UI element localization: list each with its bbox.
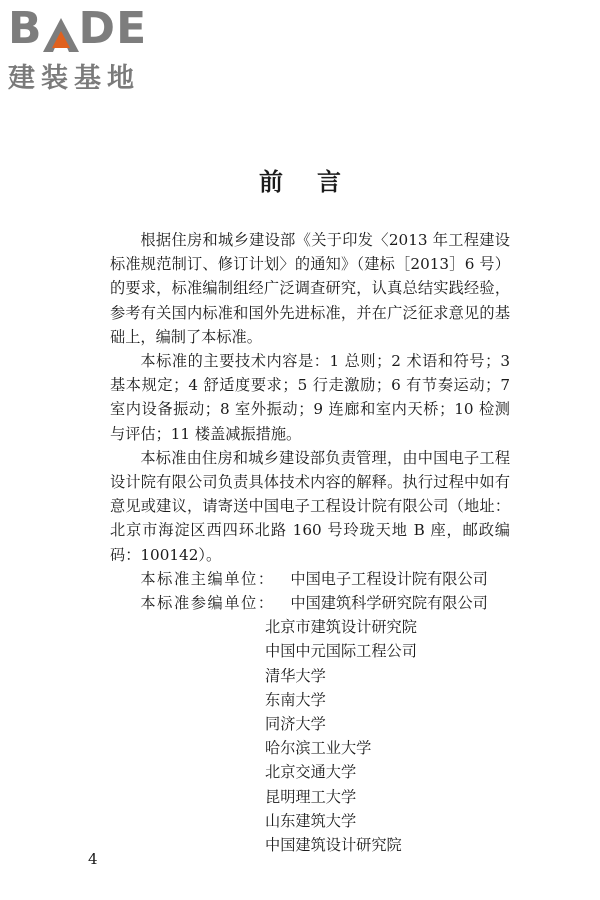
participant-unit: 哈尔滨工业大学 — [265, 739, 372, 758]
participant-unit: 山东建筑大学 — [265, 811, 357, 830]
participant-unit: 北京市建筑设计研究院 — [265, 618, 417, 637]
participant-unit: 昆明理工大学 — [265, 787, 357, 806]
logo-subtitle: 建装基地 — [8, 63, 140, 94]
paragraph-management: 本标准由住房和城乡建设部负责管理，由中国电子工程设计院有限公司负责具体技术内容的解释。执行过程中如有意见或建议，请寄送中国电子工程设计院有限公司（地址：北京市海淀区西四环北路 160 号玲珑天地 B 座，邮政编码：100142）。 — [110, 448, 510, 564]
participant-unit: 中国建筑科学研究院有限公司 — [290, 594, 488, 613]
participant-row — [110, 591, 510, 615]
page-title: 前言 — [259, 167, 375, 196]
participant-unit: 北京交通大学 — [265, 763, 357, 782]
participant-unit: 东南大学 — [265, 690, 326, 709]
logo-a-mark — [43, 18, 79, 52]
preface-body — [110, 228, 510, 857]
chief-editor-row — [110, 567, 510, 591]
participant-list — [110, 615, 510, 857]
participant-unit: 同济大学 — [265, 715, 326, 734]
paragraph-contents: 本标准的主要技术内容是：1 总则；2 术语和符号；3 基本规定；4 舒适度要求；5 行走激励；6 有节奏运动；7 室内设备振动；8 室外振动；9 连廊和室内天桥；10 检测与评估；11 楼盖减振措施。 — [110, 352, 510, 443]
participant-unit: 中国中元国际工程公司 — [265, 642, 417, 661]
logo-letters-de: DE — [78, 3, 148, 54]
participant-label: 本标准参编单位： — [140, 594, 275, 613]
editor-units — [110, 567, 510, 857]
logo-letter-b: B — [8, 3, 43, 54]
chief-editor-unit: 中国电子工程设计院有限公司 — [290, 569, 488, 588]
logo-a-triangle-icon — [43, 18, 79, 52]
chief-editor-label: 本标准主编单位： — [140, 569, 275, 588]
paragraph-basis: 根据住房和城乡建设部《关于印发〈2013 年工程建设标准规范制订、修订计划〉的通知》（建标［2013］6 号）的要求，标准编制组经广泛调查研究，认真总结实践经验，参考有关国内标准和国外先进标准，并在广泛征求意见的基础上，编制了本标准。 — [110, 231, 510, 346]
logo-wordmark — [8, 3, 178, 54]
participant-unit: 清华大学 — [265, 666, 326, 685]
bade-logo — [8, 3, 178, 95]
participant-unit: 中国建筑设计研究院 — [265, 836, 402, 855]
page-number: 4 — [88, 850, 98, 868]
